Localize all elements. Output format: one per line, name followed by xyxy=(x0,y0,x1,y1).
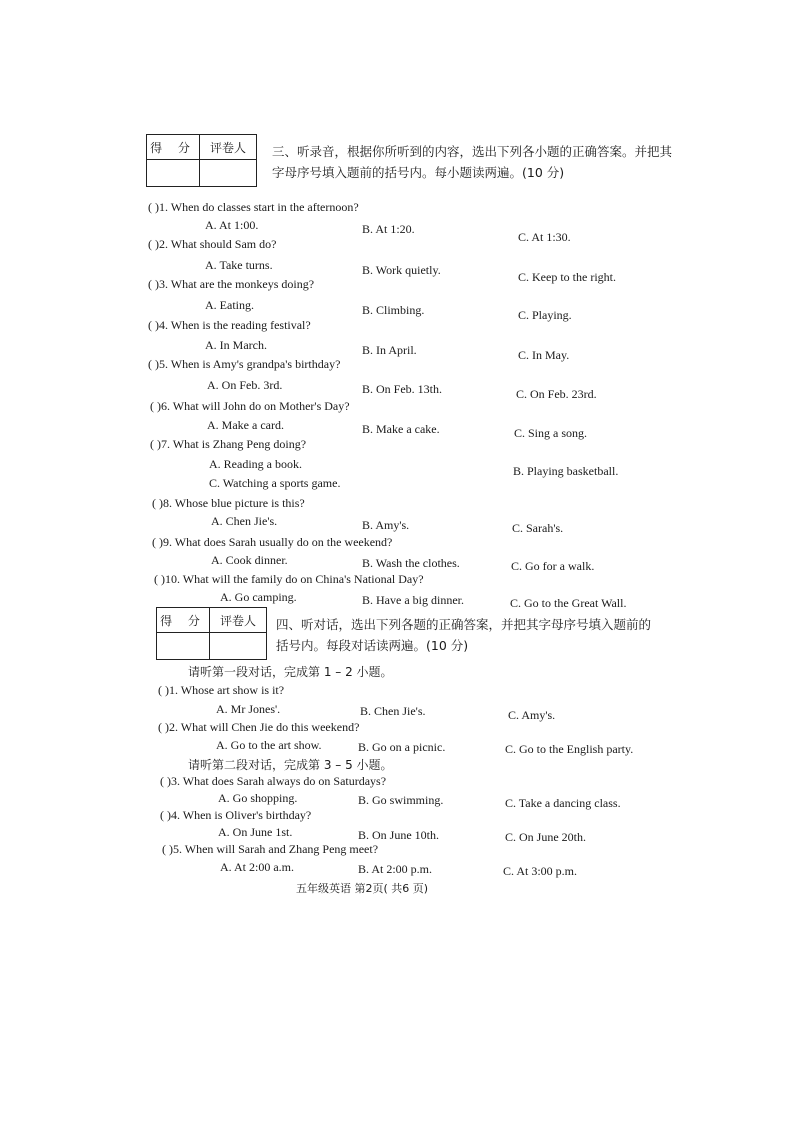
s3-q4-option-c: C. In May. xyxy=(518,348,570,362)
grader-label: 评卷人 xyxy=(210,608,267,633)
s3-q4-option-a: A. In March. xyxy=(205,338,267,352)
s3-q5-option-c: C. On Feb. 23rd. xyxy=(516,387,597,401)
s3-q3-option-b: B. Climbing. xyxy=(362,303,425,317)
s3-q3-option-c: C. Playing. xyxy=(518,308,572,322)
grader-cell[interactable] xyxy=(210,633,267,660)
s4-q1-option-a: A. Mr Jones'. xyxy=(216,702,281,716)
s4-question-1: ( )1. Whose art show is it? xyxy=(158,683,285,697)
s3-question-9: ( )9. What does Sarah usually do on the weekend? xyxy=(152,535,393,549)
score-cell[interactable] xyxy=(147,160,200,187)
s4-q2-option-b: B. Go on a picnic. xyxy=(358,740,446,754)
s4-q4-option-b: B. On June 10th. xyxy=(358,828,439,842)
s3-q6-option-a: A. Make a card. xyxy=(207,418,284,432)
s3-question-6: ( )6. What will John do on Mother's Day? xyxy=(150,399,350,413)
s4-question-3: ( )3. What does Sarah always do on Saturdays? xyxy=(160,774,387,788)
s4-q1-option-c: C. Amy's. xyxy=(508,708,556,722)
section4-title: 四、听对话，选出下列各题的正确答案，并把其字母序号填入题前的括号内。每段对话读两遍。(10 分) xyxy=(276,617,652,653)
s3-question-8: ( )8. Whose blue picture is this? xyxy=(152,496,305,510)
s3-q10-option-c: C. Go to the Great Wall. xyxy=(510,596,627,610)
s4-q1-option-b: B. Chen Jie's. xyxy=(360,704,426,718)
s3-q5-option-b: B. On Feb. 13th. xyxy=(362,382,443,396)
section4-instruction-1: 请听第一段对话，完成第 1 – 2 小题。 xyxy=(188,665,393,679)
s3-question-4: ( )4. When is the reading festival? xyxy=(148,318,311,332)
score-label: 得 分 xyxy=(157,608,210,633)
s3-q10-option-b: B. Have a big dinner. xyxy=(362,593,464,607)
s3-question-10: ( )10. What will the family do on China's National Day? xyxy=(154,572,424,586)
s4-q3-option-a: A. Go shopping. xyxy=(218,791,298,805)
s3-q2-option-c: C. Keep to the right. xyxy=(518,270,616,284)
s3-q6-option-b: B. Make a cake. xyxy=(362,422,440,436)
section3-title: 三、听录音，根据你所听到的内容，选出下列各小题的正确答案。并把其字母序号填入题前的括号内。每小题读两遍。(10 分) xyxy=(272,144,673,180)
s4-q2-option-c: C. Go to the English party. xyxy=(505,742,634,756)
s4-q4-option-a: A. On June 1st. xyxy=(218,825,293,839)
s3-q8-option-b: B. Amy's. xyxy=(362,518,410,532)
s3-q1-option-a: A. At 1:00. xyxy=(205,218,259,232)
score-cell[interactable] xyxy=(157,633,210,660)
s4-q4-option-c: C. On June 20th. xyxy=(505,830,586,844)
s3-question-2: ( )2. What should Sam do? xyxy=(148,237,277,251)
s3-question-7: ( )7. What is Zhang Peng doing? xyxy=(150,437,307,451)
s4-q2-option-a: A. Go to the art show. xyxy=(216,738,322,752)
score-box-section4 xyxy=(156,607,267,660)
s3-q2-option-b: B. Work quietly. xyxy=(362,263,441,277)
grader-cell[interactable] xyxy=(200,160,257,187)
s3-q7-option-a: A. Reading a book. xyxy=(209,457,302,471)
s4-q5-option-c: C. At 3:00 p.m. xyxy=(503,864,578,878)
s4-q3-option-b: B. Go swimming. xyxy=(358,793,444,807)
s3-q8-option-a: A. Chen Jie's. xyxy=(211,514,278,528)
s3-q7-option-b: B. Playing basketball. xyxy=(513,464,619,478)
s3-q10-option-a: A. Go camping. xyxy=(220,590,297,604)
s3-question-1: ( )1. When do classes start in the afternoon? xyxy=(148,200,359,214)
s4-q5-option-a: A. At 2:00 a.m. xyxy=(220,860,294,874)
s4-q5-option-b: B. At 2:00 p.m. xyxy=(358,862,433,876)
s3-q5-option-a: A. On Feb. 3rd. xyxy=(207,378,283,392)
s4-q3-option-c: C. Take a dancing class. xyxy=(505,796,621,810)
s3-question-3: ( )3. What are the monkeys doing? xyxy=(148,277,315,291)
s3-q1-option-b: B. At 1:20. xyxy=(362,222,415,236)
s4-question-5: ( )5. When will Sarah and Zhang Peng meet? xyxy=(162,842,379,856)
score-label: 得 分 xyxy=(147,135,200,160)
s4-question-4: ( )4. When is Oliver's birthday? xyxy=(160,808,312,822)
s3-q2-option-a: A. Take turns. xyxy=(205,258,273,272)
s3-q8-option-c: C. Sarah's. xyxy=(512,521,564,535)
s3-q4-option-b: B. In April. xyxy=(362,343,417,357)
s3-q1-option-c: C. At 1:30. xyxy=(518,230,571,244)
s3-question-5: ( )5. When is Amy's grandpa's birthday? xyxy=(148,357,341,371)
s3-q9-option-c: C. Go for a walk. xyxy=(511,559,595,573)
s3-q7-option-c: C. Watching a sports game. xyxy=(209,476,341,490)
s3-q6-option-c: C. Sing a song. xyxy=(514,426,588,440)
page-footer: 五年级英语 第2页( 共6 页) xyxy=(296,882,429,895)
s4-question-2: ( )2. What will Chen Jie do this weekend? xyxy=(158,720,360,734)
score-box-section3 xyxy=(146,134,257,187)
s3-q9-option-b: B. Wash the clothes. xyxy=(362,556,460,570)
s3-q3-option-a: A. Eating. xyxy=(205,298,254,312)
s3-q9-option-a: A. Cook dinner. xyxy=(211,553,288,567)
section4-instruction-2: 请听第二段对话，完成第 3 – 5 小题。 xyxy=(188,758,393,772)
grader-label: 评卷人 xyxy=(200,135,257,160)
